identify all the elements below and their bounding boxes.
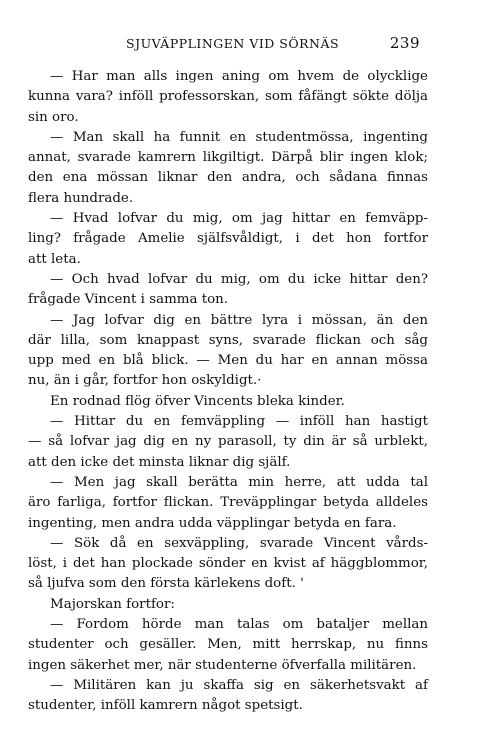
text-line: — Men jag skall berätta min herre, att udda tal xyxy=(50,474,428,490)
text-line: — Hvad lofvar du mig, om jag hittar en femväpp- xyxy=(50,211,428,227)
text-line: — Hittar du en femväppling — inföll han hastigt xyxy=(50,414,428,430)
body-text xyxy=(28,67,428,717)
text-line: — Och hvad lofvar du mig, om du icke hittar den? xyxy=(50,271,428,287)
text-line: att den icke det minsta liknar dig själf. xyxy=(28,454,291,470)
text-line: ling? frågade Amelie själfsvåldigt, i det hon fortfor xyxy=(28,231,428,247)
text-line: sin oro. xyxy=(28,109,79,125)
text-line: studenter och gesäller. Men, mitt herrskap, nu finns xyxy=(28,637,428,653)
text-line: så ljufva som den första kärlekens doft. ' xyxy=(28,576,304,592)
text-line: upp med en blå blick. — Men du har en annan mössa xyxy=(28,353,428,369)
running-header xyxy=(28,34,420,54)
text-line: där lilla, som knappast syns, svarade flickan och såg xyxy=(28,332,428,348)
text-line: — Jag lofvar dig en bättre lyra i mössan, än den xyxy=(50,312,428,328)
text-line: — Fordom hörde man talas om bataljer mellan xyxy=(50,617,428,633)
text-line: nu, än i går, fortfor hon oskyldigt.· xyxy=(28,373,262,389)
text-line: kunna vara? inföll professorskan, som fåfängt sökte dölja xyxy=(28,89,428,105)
page-number: 239 xyxy=(389,34,420,52)
text-line: Majorskan fortfor: xyxy=(50,596,175,612)
text-line: att leta. xyxy=(28,251,81,267)
text-line: — Man skall ha funnit en studentmössa, ingenting xyxy=(50,129,428,145)
text-line: — Har man alls ingen aning om hvem de olycklige xyxy=(50,69,428,84)
text-line: ingen säkerhet mer, när studenterne öfverfalla militären. xyxy=(28,657,417,673)
text-line: — Militären kan ju skaffa sig en säkerhetsvakt af xyxy=(50,677,428,693)
text-line: den ena mössan liknar den andra, och sådana finnas xyxy=(28,170,428,186)
text-line: studenter, inföll kamrern något spetsigt. xyxy=(28,698,303,714)
text-line: — så lofvar jag dig en ny parasoll, ty din är så urblekt, xyxy=(28,434,428,450)
text-line: ingenting, men andra udda väpplingar betyda en fara. xyxy=(28,515,397,531)
running-title: SJUVÄPPLINGEN VID SÖRNÄS xyxy=(126,36,340,51)
text-line: — Sök då en sexväppling, svarade Vincent vårds- xyxy=(50,535,428,551)
text-line: frågade Vincent i samma ton. xyxy=(28,292,229,308)
text-line: En rodnad flög öfver Vincents bleka kinder. xyxy=(50,393,345,409)
text-line: löst, i det han plockade sönder en kvist af häggblommor, xyxy=(28,556,428,572)
text-line: annat, svarade kamrern likgiltigt. Därpå blir ingen klok; xyxy=(28,150,428,166)
text-line: äro farliga, fortfor flickan. Treväpplingar betyda alldeles xyxy=(28,495,428,511)
text-line: flera hundrade. xyxy=(28,190,134,206)
